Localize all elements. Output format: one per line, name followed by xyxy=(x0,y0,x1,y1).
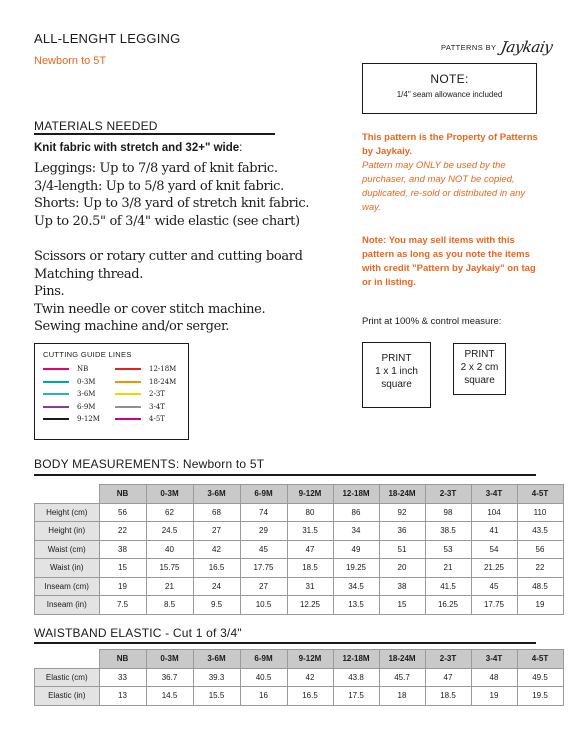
brand-logo xyxy=(441,38,553,56)
size-column-header: 0-3M xyxy=(146,485,193,504)
measurement-cell: 20 xyxy=(379,559,425,578)
note-text: 1/4" seam allowance included xyxy=(396,90,503,99)
measurement-cell: 47 xyxy=(287,540,333,559)
table-row xyxy=(35,540,564,559)
measurement-cell: 21.25 xyxy=(471,559,517,578)
supply-list xyxy=(34,248,303,336)
measurement-cell: 24 xyxy=(193,577,240,596)
measurement-cell: 38 xyxy=(379,577,425,596)
measurement-cell: 38 xyxy=(99,540,146,559)
table-row xyxy=(35,503,564,522)
measurement-cell: 45 xyxy=(471,577,517,596)
row-label: Inseam (cm) xyxy=(35,577,100,596)
measurement-cell: 41.5 xyxy=(425,577,471,596)
measurement-cell: 39.3 xyxy=(193,668,240,687)
measurement-cell: 19.25 xyxy=(333,559,379,578)
measurement-cell: 110 xyxy=(517,503,563,522)
fabric-line: 3/4-length: Up to 5/8 yard of knit fabric. xyxy=(34,178,284,194)
measurement-cell: 16.5 xyxy=(287,687,333,706)
table-corner xyxy=(35,485,100,504)
legend-line-swatch xyxy=(43,393,69,395)
size-column-header: 3-4T xyxy=(471,650,517,669)
measurement-cell: 15 xyxy=(379,596,425,615)
size-column-header: 12-18M xyxy=(333,650,379,669)
measurement-cell: 98 xyxy=(425,503,471,522)
size-column-header: 18-24M xyxy=(379,485,425,504)
supply-line: Scissors or rotary cutter and cutting board xyxy=(34,249,303,264)
legend-line-swatch xyxy=(115,368,141,370)
property-restriction: Pattern may ONLY be used by the purchaser, and may NOT be copied, duplicated, re-sold or distributed in any way. xyxy=(362,160,526,213)
fabric-list xyxy=(34,160,309,230)
measurement-cell: 43.5 xyxy=(517,522,563,541)
waistband-divider xyxy=(34,642,536,644)
measurement-cell: 43.8 xyxy=(333,668,379,687)
measurement-cell: 48.5 xyxy=(517,577,563,596)
sell-note: Note: You may sell items with this pattern as long as you note the items with credit "Pattern by Jaykaiy" on tag or in listing. xyxy=(362,235,536,288)
note-heading: NOTE: xyxy=(430,72,469,86)
measurement-cell: 34 xyxy=(333,522,379,541)
legend-item xyxy=(115,403,165,411)
measurement-cell: 51 xyxy=(379,540,425,559)
measurement-cell: 49.5 xyxy=(517,668,563,687)
materials-divider xyxy=(34,133,275,135)
measurement-cell: 19 xyxy=(471,687,517,706)
row-label: Elastic (cm) xyxy=(35,668,100,687)
legend-size-label: 6-9M xyxy=(77,402,96,411)
row-label: Height (in) xyxy=(35,522,100,541)
measurement-cell: 92 xyxy=(379,503,425,522)
materials-heading: MATERIALS NEEDED xyxy=(34,119,158,133)
measurement-cell: 42 xyxy=(193,540,240,559)
size-column-header: 3-4T xyxy=(471,485,517,504)
legend-item xyxy=(43,403,95,411)
legend-line-swatch xyxy=(43,368,69,370)
supply-line: Twin needle or cover stitch machine. xyxy=(34,301,266,317)
measurement-cell: 48 xyxy=(471,668,517,687)
measurement-cell: 15.5 xyxy=(193,687,240,706)
measurement-cell: 56 xyxy=(99,503,146,522)
measurement-cell: 17.5 xyxy=(333,687,379,706)
measurement-cell: 27 xyxy=(193,522,240,541)
square-size: 2 x 2 cm xyxy=(460,362,499,373)
cutting-guide-legend xyxy=(34,343,189,440)
measurement-cell: 54 xyxy=(471,540,517,559)
size-column-header: 0-3M xyxy=(146,650,193,669)
table-row xyxy=(35,687,564,706)
legend-line-swatch xyxy=(43,381,69,383)
measurement-cell: 31 xyxy=(287,577,333,596)
measurement-cell: 22 xyxy=(99,522,146,541)
measurement-cell: 7.5 xyxy=(99,596,146,615)
measurement-cell: 86 xyxy=(333,503,379,522)
size-column-header: NB xyxy=(99,485,146,504)
legend-item xyxy=(115,378,176,386)
row-label: Height (cm) xyxy=(35,503,100,522)
measurement-cell: 24.5 xyxy=(146,522,193,541)
measurement-cell: 16.25 xyxy=(425,596,471,615)
legend-line-swatch xyxy=(115,393,141,395)
measurement-cell: 33 xyxy=(99,668,146,687)
waistband-heading: WAISTBAND ELASTIC - Cut 1 of 3/4" xyxy=(34,626,242,640)
measurement-cell: 10.5 xyxy=(240,596,287,615)
square-label: square xyxy=(381,379,412,390)
body-measurements-table xyxy=(34,484,564,615)
size-column-header: 18-24M xyxy=(379,650,425,669)
legend-item xyxy=(43,415,100,423)
legend-size-label: 2-3T xyxy=(149,390,165,398)
fabric-line: Shorts: Up to 3/8 yard of stretch knit fabric. xyxy=(34,196,310,211)
legend-item xyxy=(115,390,165,398)
measurement-cell: 104 xyxy=(471,503,517,522)
property-notice xyxy=(362,131,542,215)
fabric-line: Leggings: Up to 7/8 yard of knit fabric. xyxy=(34,161,278,176)
measurement-cell: 9.5 xyxy=(193,596,240,615)
legend-line-swatch xyxy=(115,406,141,408)
measurement-cell: 18.5 xyxy=(425,687,471,706)
legend-size-label: 18-24M xyxy=(149,377,177,386)
table-corner xyxy=(35,650,100,669)
measurement-cell: 18.5 xyxy=(287,559,333,578)
measurement-cell: 36 xyxy=(379,522,425,541)
measurement-cell: 56 xyxy=(517,540,563,559)
body-measurements-divider xyxy=(34,474,536,476)
legend-size-label: 3-6M xyxy=(77,390,96,398)
measurement-cell: 16.5 xyxy=(193,559,240,578)
inch-test-square xyxy=(362,342,431,408)
legend-item xyxy=(43,378,95,386)
supply-line: Pins. xyxy=(34,284,65,299)
size-range: Newborn to 5T xyxy=(34,55,107,67)
property-bold-line: This pattern is the Property of Patterns by Jaykaiy. xyxy=(362,132,538,157)
legend-size-label: NB xyxy=(77,365,89,373)
measurement-cell: 49 xyxy=(333,540,379,559)
measurement-cell: 18 xyxy=(379,687,425,706)
measurement-cell: 47 xyxy=(425,668,471,687)
measurement-cell: 19 xyxy=(99,577,146,596)
square-label: square xyxy=(464,375,495,386)
measurement-cell: 15.75 xyxy=(146,559,193,578)
size-column-header: 3-6M xyxy=(193,485,240,504)
measurement-cell: 13 xyxy=(99,687,146,706)
square-label: PRINT xyxy=(381,353,412,364)
size-column-header: 6-9M xyxy=(240,650,287,669)
legend-item xyxy=(115,365,176,373)
body-measurements-heading: BODY MEASUREMENTS: Newborn to 5T xyxy=(34,457,265,471)
measurement-cell: 15 xyxy=(99,559,146,578)
measurement-cell: 38.5 xyxy=(425,522,471,541)
row-label: Waist (cm) xyxy=(35,540,100,559)
measurement-cell: 41 xyxy=(471,522,517,541)
measurement-cell: 74 xyxy=(240,503,287,522)
size-column-header: 4-5T xyxy=(517,485,563,504)
size-column-header: 2-3T xyxy=(425,650,471,669)
measurement-cell: 22 xyxy=(517,559,563,578)
legend-item xyxy=(115,415,165,423)
size-column-header: 2-3T xyxy=(425,485,471,504)
size-column-header: 9-12M xyxy=(287,485,333,504)
size-column-header: 3-6M xyxy=(193,650,240,669)
legend-line-swatch xyxy=(115,381,141,383)
measurement-cell: 80 xyxy=(287,503,333,522)
legend-item xyxy=(43,365,88,373)
legend-line-swatch xyxy=(115,418,141,420)
measurement-cell: 40.5 xyxy=(240,668,287,687)
seam-note-box xyxy=(362,63,537,114)
measurement-cell: 19 xyxy=(517,596,563,615)
measurement-cell: 45.7 xyxy=(379,668,425,687)
measurement-cell: 17.75 xyxy=(240,559,287,578)
measurement-cell: 27 xyxy=(240,577,287,596)
pattern-title: ALL-LENGHT LEGGING xyxy=(34,31,181,46)
table-row xyxy=(35,596,564,615)
measurement-cell: 36.7 xyxy=(146,668,193,687)
waistband-table xyxy=(34,649,564,706)
measurement-cell: 40 xyxy=(146,540,193,559)
row-label: Inseam (in) xyxy=(35,596,100,615)
legend-item xyxy=(43,390,95,398)
legend-size-label: 12-18M xyxy=(149,365,177,373)
measurement-cell: 21 xyxy=(146,577,193,596)
measurement-cell: 17.75 xyxy=(471,596,517,615)
legend-size-label: 4-5T xyxy=(149,415,165,423)
measurement-cell: 19.5 xyxy=(517,687,563,706)
legend-size-label: 9-12M xyxy=(77,415,100,423)
print-instruction: Print at 100% & control measure: xyxy=(362,316,502,327)
brand-prefix: PATTERNS BY xyxy=(441,42,497,52)
table-row xyxy=(35,668,564,687)
measurement-cell: 16 xyxy=(240,687,287,706)
size-column-header: 9-12M xyxy=(287,650,333,669)
measurement-cell: 42 xyxy=(287,668,333,687)
legend-line-swatch xyxy=(43,418,69,420)
measurement-cell: 12.25 xyxy=(287,596,333,615)
fabric-line: Up to 20.5" of 3/4" wide elastic (see chart) xyxy=(34,213,300,229)
row-label: Elastic (in) xyxy=(35,687,100,706)
measurement-cell: 53 xyxy=(425,540,471,559)
legend-size-label: 3-4T xyxy=(149,402,165,411)
brand-signature: Jaykaiy xyxy=(499,38,555,56)
measurement-cell: 62 xyxy=(146,503,193,522)
measurement-cell: 21 xyxy=(425,559,471,578)
row-label: Waist (in) xyxy=(35,559,100,578)
size-column-header: 4-5T xyxy=(517,650,563,669)
measurement-cell: 68 xyxy=(193,503,240,522)
supply-line: Matching thread. xyxy=(34,266,144,282)
measurement-cell: 34.5 xyxy=(333,577,379,596)
table-row xyxy=(35,559,564,578)
measurement-cell: 31.5 xyxy=(287,522,333,541)
size-column-header: 6-9M xyxy=(240,485,287,504)
measurement-cell: 8.5 xyxy=(146,596,193,615)
table-row xyxy=(35,577,564,596)
cm-test-square xyxy=(453,343,506,395)
size-column-header: NB xyxy=(99,650,146,669)
supply-line: Sewing machine and/or serger. xyxy=(34,319,230,334)
measurement-cell: 13.5 xyxy=(333,596,379,615)
legend-size-label: 0-3M xyxy=(77,377,96,386)
table-row xyxy=(35,522,564,541)
square-size: 1 x 1 inch xyxy=(375,366,418,377)
legend-heading: CUTTING GUIDE LINES xyxy=(43,350,132,359)
legend-line-swatch xyxy=(43,406,69,408)
measurement-cell: 14.5 xyxy=(146,687,193,706)
measurement-cell: 45 xyxy=(240,540,287,559)
size-column-header: 12-18M xyxy=(333,485,379,504)
square-label: PRINT xyxy=(464,349,495,360)
fabric-requirement-heading: Knit fabric with stretch and 32+" wide: xyxy=(34,142,243,154)
measurement-cell: 29 xyxy=(240,522,287,541)
